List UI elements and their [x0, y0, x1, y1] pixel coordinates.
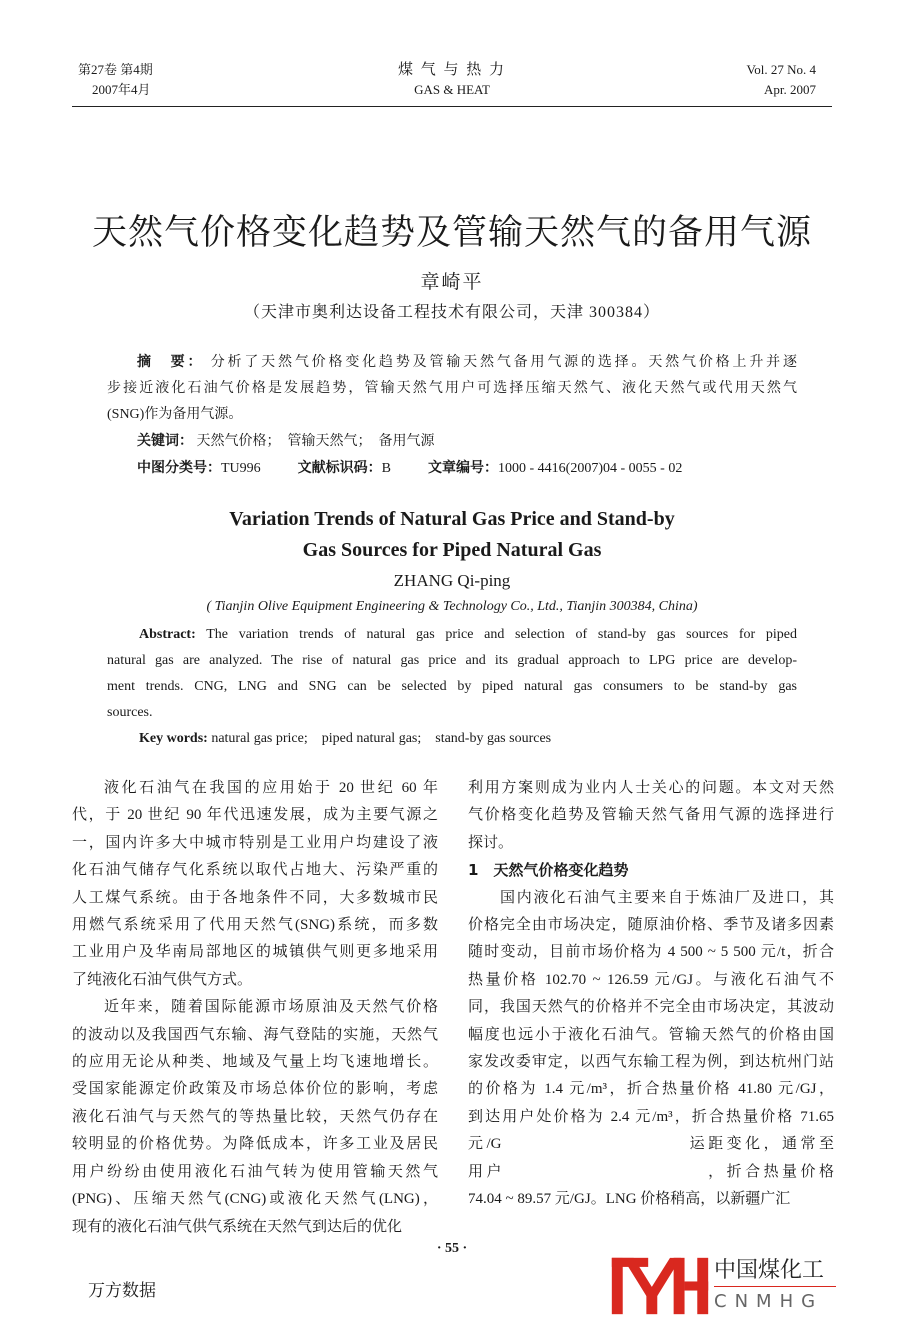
paper-title: 天然气价格变化趋势及管输天然气的备用气源: [91, 213, 812, 252]
abstract-en-label: Abstract:: [139, 627, 196, 642]
abstract-label: 摘 要：: [137, 354, 205, 370]
body-line: 工业用户及华南局部地区的城镇供气则更多地采用: [72, 944, 438, 961]
body-line: 国内液化石油气主要来自于炼油厂及进口，其: [500, 889, 834, 906]
keywords-label: 关键词：: [137, 433, 193, 449]
body-line: 用燃气系统采用了代用天然气(SNG)系统，而多数: [72, 917, 438, 934]
abstract-en-line: The variation trends of natural gas price and selection of stand-by gas sources for piped: [206, 627, 798, 642]
date-cn: 2007年4月: [92, 82, 151, 97]
abstract-en: [107, 622, 797, 752]
body-line: 代，于 20 世纪 90 年代迅速发展，成为主要气源之: [72, 807, 438, 824]
volume-issue-cn: 第27卷 第4期: [78, 62, 153, 77]
journal-volume-en: [747, 60, 816, 100]
body-line: 一，国内许多大中城市特别是工业用户均建设了液: [72, 834, 438, 851]
body-line: 74.04 ~ 89.57 元/GJ。LNG 价格稍高，以新疆广汇: [468, 1191, 791, 1208]
body-column-left: [72, 775, 438, 1241]
abstract-line: 步接近液化石油气价格是发展趋势，管输天然气用户可选择压缩天然气、液化天然气或代用天然气: [107, 381, 797, 396]
body-line: 用户纷纷由使用液化石油气转为使用管输天然气: [72, 1163, 438, 1180]
section-heading: 1 天然气价格变化趋势: [468, 861, 629, 880]
english-title-line-2: Gas Sources for Piped Natural Gas: [302, 539, 602, 561]
cnmhg-logo-icon: [610, 1256, 710, 1316]
watermark-divider: [714, 1286, 836, 1287]
abstract-line: 分析了天然气价格变化趋势及管输天然气备用气源的选择。天然气价格上升并逐: [210, 355, 798, 370]
english-title-line-1: Variation Trends of Natural Gas Price and Stand-by: [229, 508, 675, 530]
watermark-en: CNMHG: [714, 1291, 824, 1312]
volume-issue-en: Vol. 27 No. 4: [746, 62, 816, 77]
class-value: TU996: [221, 461, 261, 476]
body-line: 同，我国天然气的价格并不完全由市场决定，其波动: [468, 999, 834, 1016]
body-line: 近年来，随着国际能源市场原油及天然气价格: [104, 999, 438, 1016]
body-line: 受国家能源定价政策及市场总体价位的影响，考虑: [72, 1081, 438, 1098]
body-line: 液化石油气在我国的应用始于 20 世纪 60 年: [104, 780, 438, 796]
body-line: 利用方案则成为业内人士关心的问题。本文对天然: [468, 780, 834, 796]
body-line: 的价格为 1.4 元/m³，折合热量价格 41.80 元/GJ，: [468, 1081, 834, 1098]
journal-volume: [78, 60, 153, 100]
abstract-cn: [107, 349, 797, 482]
body-line: 价格完全由市场决定，随原油价格、季节及诸多因素: [468, 917, 834, 934]
keywords-en: natural gas price; piped natural gas; stand-by gas sources: [211, 731, 552, 746]
english-affiliation: ( Tianjin Olive Equipment Engineering & Technology Co., Ltd., Tianjin 300384, China): [206, 599, 698, 614]
date-en: Apr. 2007: [764, 82, 816, 97]
abstract-en-line: natural gas are analyzed. The rise of natural gas price and its gradual approach to LPG price are develop-: [107, 653, 797, 668]
article-number-value: 1000 - 4416(2007)04 - 0055 - 02: [498, 461, 683, 476]
body-line: 随时变动，目前市场价格为 4 500 ~ 5 500 元/t，折合: [468, 944, 834, 961]
class-label: 中图分类号：: [137, 460, 221, 476]
body-column-right: [468, 775, 834, 1214]
footer-source: 万方数据: [88, 1281, 156, 1301]
header-rule: [72, 106, 832, 107]
body-line: 化石油气储存气化系统以取代占地大、污染严重的: [72, 862, 438, 879]
doc-code-label: 文献标识码：: [297, 460, 382, 476]
body-line: 的波动以及我国西气东输、海气登陆的实施，天然气: [72, 1026, 438, 1043]
body-line: 较明显的价格优势。为降低成本，许多工业及居民: [72, 1136, 438, 1153]
body-line: 元/G 运距变化，通常至: [468, 1136, 834, 1153]
keywords-cn: 天然气价格； 管输天然气； 备用气源: [196, 434, 435, 449]
body-line: 探讨。: [468, 834, 514, 851]
body-line: 人工煤气系统。由于各地条件不同，大多数城市民: [72, 889, 438, 906]
body-line: 用户 ，折合热量价格: [468, 1163, 834, 1180]
body-line: 气价格变化趋势及管输天然气备用气源的选择进行: [468, 807, 834, 824]
doc-code-value: B: [381, 461, 392, 476]
body-line: 的应用无论从种类、地域及气量上均飞速地增长。: [72, 1054, 438, 1071]
journal-name-en: GAS & HEAT: [414, 82, 490, 97]
journal-name: [372, 60, 532, 100]
watermark-cn: 中国煤化工: [714, 1258, 825, 1283]
keywords-en-label: Key words:: [139, 731, 208, 746]
body-line: 现有的液化石油气供气系统在天然气到达后的优化: [72, 1218, 403, 1235]
english-author: ZHANG Qi-ping: [393, 571, 511, 590]
body-line: (PNG)、压缩天然气(CNG)或液化天然气(LNG)，: [72, 1191, 438, 1208]
body-line: 热量价格 102.70 ~ 126.59 元/GJ。与液化石油气不: [468, 971, 834, 988]
abstract-line: (SNG)作为备用气源。: [107, 407, 243, 422]
page-number: · 55 ·: [436, 1241, 468, 1256]
journal-name-cn: 煤 气 与 热 力: [397, 62, 506, 78]
abstract-en-line: sources.: [107, 705, 153, 720]
body-line: 到达用户处价格为 2.4 元/m³，折合热量价格 71.65: [468, 1108, 834, 1125]
watermark-logo: [610, 1256, 840, 1316]
body-line: 液化石油气与天然气的等热量比较，天然气仍存在: [72, 1108, 438, 1125]
abstract-en-line: ment trends. CNG, LNG and SNG can be selected by piped natural gas consumers to be stand-by gas: [107, 679, 797, 694]
body-line: 家发改委审定，以西气东输工程为例，到达杭州门站: [468, 1054, 834, 1071]
author-cn: 章崎平: [420, 272, 484, 293]
body-line: 幅度也远小于液化石油气。管输天然气的价格由国: [468, 1026, 834, 1043]
body-line: 了纯液化石油气供气方式。: [72, 971, 253, 988]
article-number-label: 文章编号：: [428, 460, 499, 476]
affiliation-cn: （天津市奥利达设备工程技术有限公司，天津 300384）: [243, 304, 660, 321]
